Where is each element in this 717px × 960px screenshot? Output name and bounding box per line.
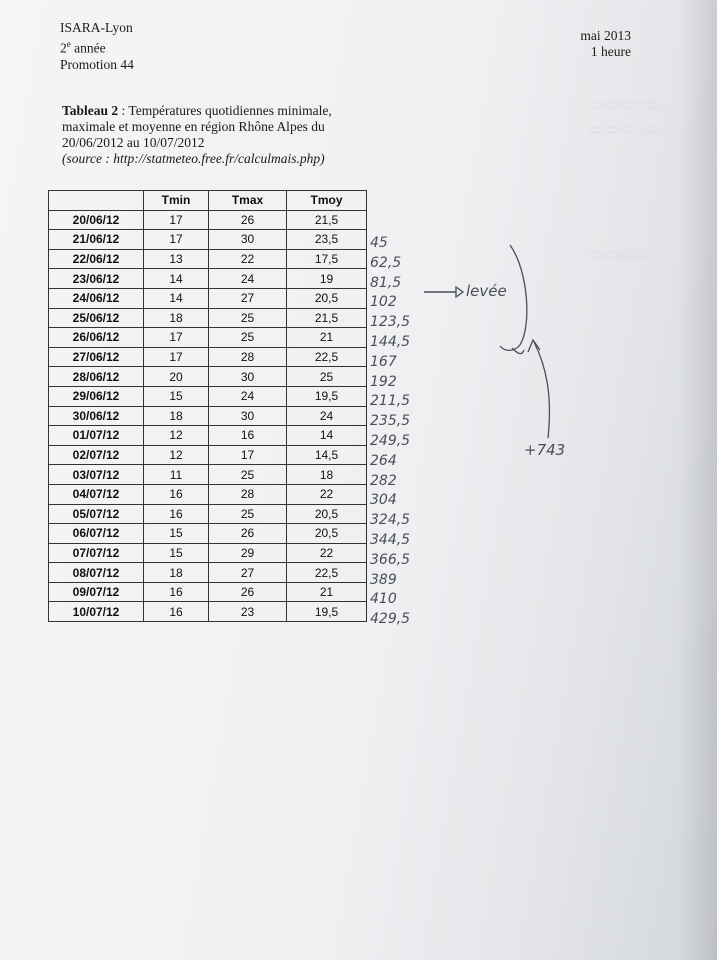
date-cell: 30/06/12	[49, 406, 144, 426]
arrow-head	[456, 287, 463, 297]
date-cell: 03/07/12	[49, 465, 144, 485]
tmin-cell: 12	[144, 445, 209, 465]
cumulative-value: 211,5	[370, 393, 411, 410]
tmax-cell: 29	[209, 543, 287, 563]
tmin-cell: 13	[144, 249, 209, 269]
tmin-cell: 18	[144, 308, 209, 328]
tmin-cell: 14	[144, 269, 209, 289]
tmoy-cell: 14	[287, 426, 367, 446]
caption-text: : Températures quotidiennes minimale, maximale et moyenne en région Rhône Alpes du 20/06/2012 au 10/07/2012	[62, 103, 332, 150]
cumulative-value: 45	[370, 235, 388, 251]
cumulative-value: 249,5	[370, 432, 411, 449]
date-cell: 25/06/12	[49, 308, 144, 328]
date-cell: 01/07/12	[49, 426, 144, 446]
school-name: ISARA-Lyon	[60, 20, 133, 35]
show-through-text: ▭▭▭▭▭	[590, 96, 661, 113]
tmax-cell: 16	[209, 426, 287, 446]
caption-label: Tableau 2	[62, 103, 119, 118]
exam-duration: 1 heure	[590, 44, 631, 59]
cumulative-value: 410	[370, 591, 397, 608]
tmin-cell: 18	[144, 563, 209, 583]
year-word: année	[70, 40, 106, 56]
tmin-cell: 16	[144, 582, 209, 602]
tmin-cell: 16	[144, 484, 209, 504]
date-cell: 08/07/12	[49, 563, 144, 583]
cumulative-value: 81,5	[370, 274, 402, 291]
tmax-cell: 26	[209, 524, 287, 544]
tmax-cell: 28	[209, 347, 287, 367]
tmin-cell: 17	[144, 230, 209, 250]
tmoy-cell: 19,5	[287, 602, 367, 622]
tmoy-cell: 21,5	[287, 308, 367, 328]
tmax-cell: 23	[209, 602, 287, 622]
year-superscript: e	[66, 39, 71, 49]
tmin-cell: 12	[144, 426, 209, 446]
tmax-cell: 17	[209, 445, 287, 465]
tmoy-cell: 22,5	[287, 563, 367, 583]
cumulative-value: 366,5	[370, 551, 411, 568]
cumulative-value: 123,5	[370, 314, 411, 331]
tmoy-cell: 19,5	[287, 386, 367, 406]
tmoy-cell: 24	[287, 406, 367, 426]
date-cell: 07/07/12	[49, 543, 144, 563]
date-cell: 05/07/12	[49, 504, 144, 524]
tmin-cell: 16	[144, 602, 209, 622]
tmax-cell: 30	[209, 230, 287, 250]
tmin-cell: 15	[144, 524, 209, 544]
tmin-cell: 20	[144, 367, 209, 387]
tmin-cell: 16	[144, 504, 209, 524]
tmoy-cell: 22,5	[287, 347, 367, 367]
column-header: Tmax	[209, 191, 287, 211]
date-cell: 24/06/12	[49, 288, 144, 308]
tmax-cell: 25	[209, 504, 287, 524]
date-cell: 26/06/12	[49, 328, 144, 348]
tmoy-cell: 21	[287, 582, 367, 602]
caption-source: (source : http://statmeteo.free.fr/calculmais.php)	[62, 151, 325, 166]
tmoy-cell: 22	[287, 543, 367, 563]
cumulative-value: 264	[370, 452, 397, 469]
tmin-cell: 15	[144, 543, 209, 563]
tmin-cell: 14	[144, 288, 209, 308]
tmoy-cell: 18	[287, 465, 367, 485]
tmin-cell: 17	[144, 210, 209, 230]
tmax-cell: 25	[209, 308, 287, 328]
date-cell: 06/07/12	[49, 524, 144, 544]
tmax-cell: 25	[209, 465, 287, 485]
tmax-cell: 27	[209, 288, 287, 308]
tmoy-cell: 23,5	[287, 230, 367, 250]
date-cell: 29/06/12	[49, 386, 144, 406]
cumulative-value: 62,5	[370, 254, 402, 271]
sum-arrow-line	[534, 342, 549, 438]
cumulative-value: 167	[370, 353, 397, 370]
tmax-cell: 26	[209, 582, 287, 602]
date-cell: 23/06/12	[49, 269, 144, 289]
tmoy-cell: 19	[287, 269, 367, 289]
tmin-cell: 17	[144, 347, 209, 367]
show-through-text: ▭▭▭▭	[590, 246, 647, 263]
cumulative-value: 235,5	[370, 413, 411, 430]
cumulative-value: 304	[370, 492, 397, 509]
cumulative-value: 429,5	[370, 611, 411, 628]
show-through-text: ▭▭▭▭▭	[590, 121, 661, 138]
promotion: Promotion 44	[60, 56, 134, 72]
tmoy-cell: 21,5	[287, 210, 367, 230]
date-cell: 27/06/12	[49, 347, 144, 367]
tmax-cell: 22	[209, 249, 287, 269]
tmax-cell: 24	[209, 386, 287, 406]
tmin-cell: 11	[144, 465, 209, 485]
tmax-cell: 28	[209, 484, 287, 504]
tmoy-cell: 20,5	[287, 288, 367, 308]
tmoy-cell: 25	[287, 367, 367, 387]
date-cell: 02/07/12	[49, 445, 144, 465]
cumulative-value: 389	[370, 571, 397, 588]
cumulative-value: 144,5	[370, 333, 411, 350]
date-cell: 28/06/12	[49, 367, 144, 387]
cumulative-value: 344,5	[370, 531, 411, 548]
levee-label: levée	[466, 282, 507, 300]
sum-label: +743	[524, 441, 566, 459]
date-cell: 22/06/12	[49, 249, 144, 269]
tmin-cell: 15	[144, 386, 209, 406]
tmax-cell: 27	[209, 563, 287, 583]
tmoy-cell: 21	[287, 328, 367, 348]
column-header: Tmin	[144, 191, 209, 211]
date-cell: 20/06/12	[49, 210, 144, 230]
date-cell: 21/06/12	[49, 230, 144, 250]
tmoy-cell: 20,5	[287, 504, 367, 524]
cumulative-value: 102	[370, 294, 397, 311]
tmax-cell: 25	[209, 328, 287, 348]
tmoy-cell: 17,5	[287, 249, 367, 269]
cumulative-value: 282	[370, 472, 397, 489]
exam-date: mai 2013	[580, 28, 631, 43]
year-number: 2	[60, 40, 67, 56]
date-cell: 10/07/12	[49, 602, 144, 622]
tmax-cell: 30	[209, 367, 287, 387]
cumulative-value: 192	[370, 373, 397, 390]
tmoy-cell: 22	[287, 484, 367, 504]
tmin-cell: 18	[144, 406, 209, 426]
tmax-cell: 30	[209, 406, 287, 426]
tmax-cell: 26	[209, 210, 287, 230]
bracket-tip	[512, 348, 524, 354]
tmoy-cell: 20,5	[287, 524, 367, 544]
tmin-cell: 17	[144, 328, 209, 348]
tmoy-cell: 14,5	[287, 445, 367, 465]
date-cell: 09/07/12	[49, 582, 144, 602]
cumulative-value: 324,5	[370, 512, 411, 529]
tmax-cell: 24	[209, 269, 287, 289]
column-header: Tmoy	[287, 191, 367, 211]
date-cell: 04/07/12	[49, 484, 144, 504]
